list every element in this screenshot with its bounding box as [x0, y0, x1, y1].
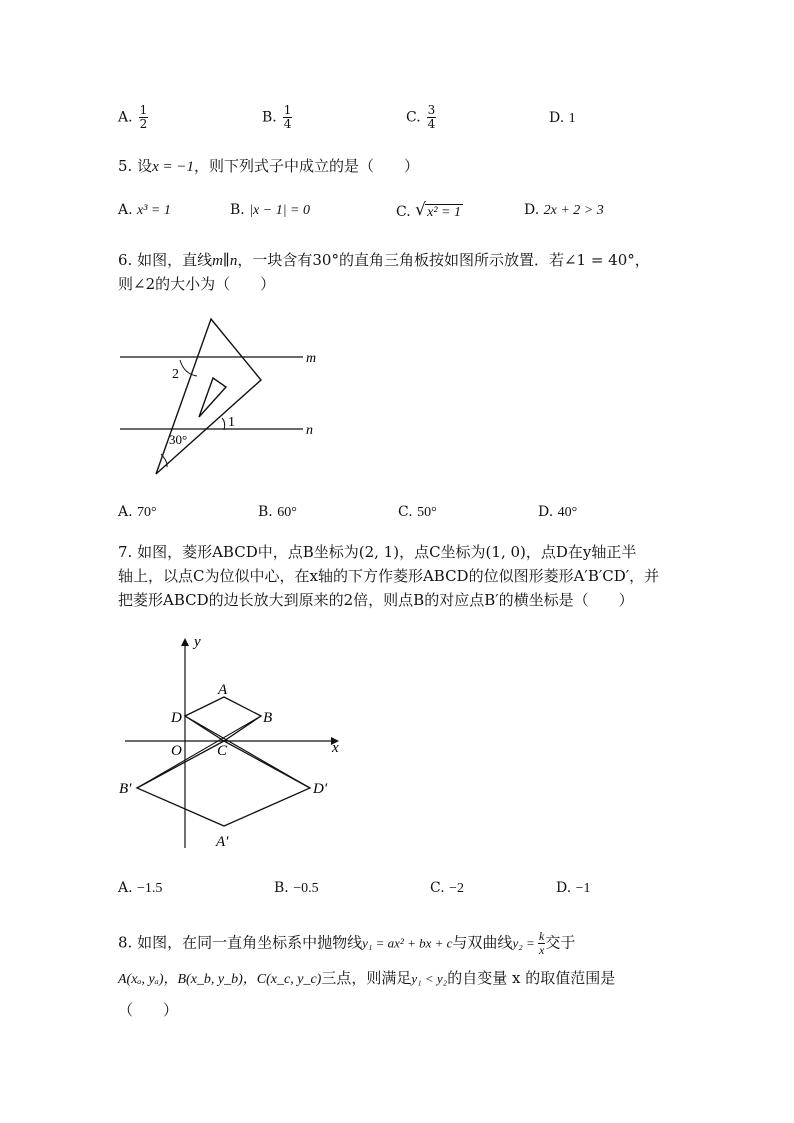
option-text: −1	[575, 881, 591, 896]
stem-text: 交于	[545, 933, 576, 952]
q6-stem-line2: 则∠2的大小为（ ）	[118, 275, 276, 293]
math-expression: x³ = 1	[137, 203, 171, 218]
option-letter: B.	[230, 202, 245, 218]
fraction	[427, 104, 437, 131]
q7-stem-line1: 7. 如图，菱形ABCD中，点B坐标为(2, 1)，点C坐标为(1, 0)，点D在y轴正半	[118, 543, 637, 561]
option-letter: A.	[118, 109, 133, 126]
denominator: 4	[283, 117, 292, 131]
option-letter: C.	[396, 204, 411, 220]
option-letter: B.	[258, 504, 273, 520]
q6-figure	[110, 310, 340, 480]
q6-stem-line1	[118, 250, 650, 271]
label-b: B	[263, 710, 273, 726]
label-x: x	[332, 740, 339, 756]
label-b-prime: B′	[119, 781, 132, 797]
q7-option-d	[556, 880, 591, 897]
label-a: A	[218, 682, 228, 698]
option-letter: A.	[118, 504, 133, 520]
stem-text: 8. 如图，在同一直角坐标系中抛物线	[118, 933, 363, 952]
label-angle-2: 2	[172, 367, 179, 382]
q4-option-d	[549, 110, 576, 127]
label-c: C	[217, 743, 228, 759]
option-letter: C.	[406, 109, 421, 126]
denominator: 4	[427, 117, 436, 131]
y-axis-arrow-icon	[181, 638, 189, 646]
q5-option-b	[230, 202, 310, 219]
q6-option-d	[538, 504, 577, 521]
q4-option-a	[118, 104, 148, 131]
stem-text: 与双曲线	[452, 933, 513, 952]
option-text: −0.5	[293, 881, 319, 896]
q5-option-c	[396, 204, 463, 221]
option-text: 70°	[137, 505, 157, 520]
option-letter: B.	[262, 109, 277, 126]
option-letter: D.	[524, 202, 540, 218]
option-letter: C.	[430, 880, 445, 896]
stem-text: 5. 设	[118, 157, 153, 175]
triangle-ruler-outer	[156, 319, 261, 474]
fraction	[139, 104, 149, 131]
label-a-prime: A′	[216, 834, 229, 850]
math-expression: 2x + 2 > 3	[543, 203, 604, 218]
fraction	[283, 104, 293, 131]
option-letter: D.	[538, 504, 554, 520]
numerator: 1	[283, 103, 292, 117]
math-expression: A(xₐ, yₐ)，B(x_b, y_b)，C(x_c, y_c)	[118, 972, 322, 987]
math-expression: y₁ = ax² + bx + c	[362, 935, 453, 951]
option-letter: C.	[398, 504, 413, 520]
q8-stem-line3: （ ）	[118, 1001, 179, 1019]
option-letter: A.	[118, 880, 133, 896]
label-y: y	[194, 634, 201, 650]
angle-1-arc	[222, 418, 225, 430]
q7-option-a	[118, 880, 162, 897]
q7-stem-line2: 轴上，以点C为位似中心，在x轴的下方作菱形ABCD的位似图形菱形A′B′CD′，并	[118, 567, 660, 585]
q5-stem	[118, 156, 419, 177]
math-expression: x = −1	[152, 159, 194, 175]
q8-stem-line2	[118, 968, 615, 990]
label-angle-30: 30°	[169, 432, 188, 447]
math-expression: y₁ < y₂	[411, 971, 448, 986]
option-letter: D.	[549, 110, 565, 126]
numerator: 3	[427, 103, 436, 117]
q4-option-c	[406, 104, 436, 131]
q7-option-c	[430, 880, 464, 897]
math-expression: |x − 1| = 0	[249, 203, 311, 218]
q7-stem-line3: 把菱形ABCD的边长放大到原来的2倍，则点B的对应点B′的横坐标是（ ）	[118, 591, 634, 609]
option-letter: D.	[556, 880, 572, 896]
triangle-ruler-inner	[199, 378, 226, 417]
q4-option-b	[262, 104, 292, 131]
angle-2-arc	[180, 360, 197, 376]
q6-option-c	[398, 504, 437, 521]
q6-option-b	[258, 504, 297, 521]
option-letter: A.	[118, 202, 133, 218]
option-text: 1	[568, 111, 576, 126]
label-angle-1: 1	[228, 415, 235, 430]
option-text: −2	[449, 881, 465, 896]
option-text: −1.5	[137, 881, 163, 896]
q6-option-a	[118, 504, 157, 521]
sqrt-symbol	[415, 204, 463, 221]
label-n: n	[306, 423, 313, 438]
label-d-prime: D′	[313, 781, 328, 797]
line-b-b2	[137, 716, 261, 788]
label-d: D	[171, 710, 182, 726]
label-o: O	[171, 743, 182, 759]
option-text: 60°	[277, 505, 297, 520]
stem-text: 的自变量 x 的取值范围是	[447, 969, 616, 987]
numerator: k	[539, 929, 545, 943]
stem-text: ，则下列式子中成立的是（ ）	[194, 157, 420, 175]
option-text: 40°	[557, 505, 578, 520]
q8-stem-line1	[118, 930, 575, 957]
denominator: 2	[139, 117, 148, 131]
math-expression: y₂ =	[512, 935, 538, 951]
q7-option-b	[274, 880, 319, 897]
option-text: 50°	[417, 505, 437, 520]
q5-option-a	[118, 202, 171, 219]
stem-text: 三点，则满足	[321, 969, 412, 987]
numerator: 1	[139, 103, 148, 117]
math-expression: m∥n	[212, 253, 238, 269]
math-expression: x² = 1	[427, 205, 461, 220]
q7-figure	[110, 630, 350, 855]
label-m: m	[306, 351, 317, 366]
q5-option-d	[524, 202, 604, 219]
stem-text: ，一块含有30°的直角三角板按如图所示放置．若∠1 = 40°，	[237, 251, 650, 269]
option-letter: B.	[274, 880, 289, 896]
stem-text: 6. 如图，直线	[118, 251, 213, 269]
rhombus-abcd	[185, 697, 261, 741]
denominator: x	[539, 943, 545, 957]
